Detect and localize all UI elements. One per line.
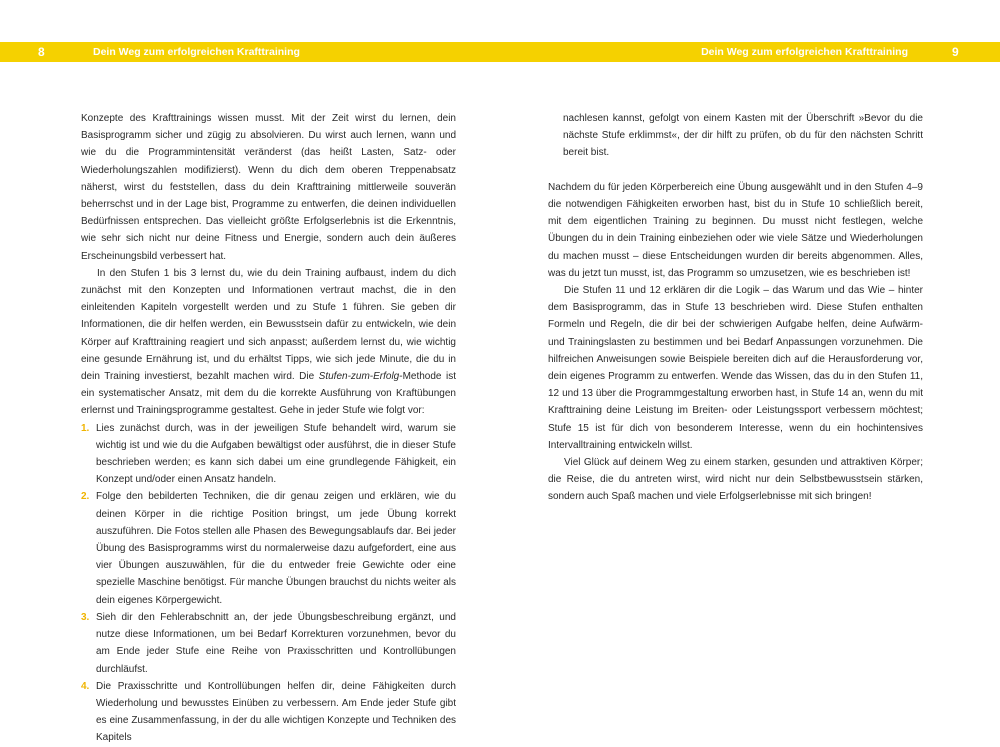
left-paragraph-2 [81,265,456,420]
right-continuation: nachlesen kannst, gefolgt von einem Kasten mit der Überschrift »Bevor du die nächste Stufe erklimmst«, der dir hilft zu prüfen, ob du für den nächsten Schritt bereit bist. [563,113,923,159]
right-paragraph-2: Die Stufen 11 und 12 erklären dir die Logik – das Warum und das Wie – hinter dem Basisprogramm, das in Stufe 13 beschrieben wird. Diese Stufen enthalten Formeln und Regeln, die dir bei der schwierigen Aufgabe helfen, deine Aufwärm- und Trainingslasten zu bestimmen und bei Bedarf Anpassungen vorzunehmen. Die hilfreichen Anweisungen sowie Beispiele bereiten dich auf die Herausforderung vor, dein eigenes Programm zu entwerfen. Wende das Wissen, das du in den Stufen 11, 12 und 13 über die Programmgestaltung erworben hast, in Stufe 14 an, wenn du mit Krafttraining deine Leistung im Breiten- oder Leistungssport verbessern möchtest; Stufe 15 ist für dich von besonderem Interesse, wenn du ein hochintensives Intervalltraining entwickeln willst. [548,285,923,451]
right-running-title: Dein Weg zum erfolgreichen Krafttraining [701,46,908,58]
left-page-number: 8 [38,45,45,59]
left-paragraph-2-text-b: -Methode ist ein systematischer Ansatz, mit dem du die korrekte Ausführung von Kraftübungen erlernst und Trainingsprogramme gestaltest. Gehe in jeder Stufe wie folgt vor: [81,371,456,417]
list-number: 1. [81,422,90,434]
list-item [81,609,456,678]
list-item [81,488,456,608]
right-page-number: 9 [952,45,959,59]
list-item-text: Folge den bebilderten Techniken, die dir genau zeigen und erklären, wie du deinen Körper in die richtige Position bringst, um jede Übung korrekt auszuführen. Die Fotos stellen alle Phasen des Bewegungsablaufs dar. Bei jeder Übung des Basisprogramms wirst du normalerweise dazu aufgefordert, eine aus vier Übungen auszuwählen, für die du entweder freie Gewichte oder eine spezielle Maschine benötigst. Für manche Übungen brauchst du nichts weiter als dein eigenes Körpergewicht. [96,491,456,606]
list-item [81,420,456,489]
steps-list [81,420,456,747]
method-name: Stufen-zum-Erfolg [318,371,400,383]
right-paragraph-3: Viel Glück auf deinem Weg zu einem starken, gesunden und attraktiven Körper; die Reise, die du antreten wirst, wird nicht nur dein Selbstbewusstsein stärken, sondern auch Spaß machen und viele Erfolgserlebnisse mit sich bringen! [548,457,923,503]
left-running-title: Dein Weg zum erfolgreichen Krafttraining [93,46,300,58]
list-number: 4. [81,680,90,692]
list-item-text: Sieh dir den Fehlerabschnitt an, der jede Übungsbeschreibung ergänzt, und nutze diese Informationen, um bei Bedarf Korrekturen vorzunehmen, bevor du am Ende jeder Stufe eine Reihe von Praxisschritten und Kontrollübungen durchläufst. [96,611,456,675]
right-column [548,110,923,506]
list-item [81,678,456,747]
list-item-text: Die Praxisschritte und Kontrollübungen helfen dir, deine Fähigkeiten durch Wiederholung und bewusstes Einüben zu verbessern. Am Ende jeder Stufe gibt es eine Zusammenfassung, in der du alle wichtigen Konzepte und Techniken des Kapitels [96,680,456,744]
list-number: 2. [81,491,90,503]
left-paragraph-2-text-a: In den Stufen 1 bis 3 lernst du, wie du dein Training aufbaust, indem du dich zunächst mit den Konzepten und Informationen vertraut machst, die in den einleitenden Kapiteln vorgestellt werden und zu Stufe 1 führen. Sie geben dir Informationen, die dir helfen werden, ein Bewusstsein dafür zu entwickeln, wie dein Körper auf Krafttraining reagiert und sich anpasst; außerdem lernst du, wie wichtig eine gesunde Ernährung ist, und du erhältst Tipps, wie sich jede Minute, die du in dein Training investierst, bezahlt machen wird. Die [81,267,456,383]
left-column [81,110,456,747]
left-paragraph-1: Konzepte des Krafttrainings wissen musst. Mit der Zeit wirst du lernen, dein Basisprogramm sicher und zügig zu absolvieren. Du wirst auch lernen, wann und wie du die Programmintensität veränderst (das heißt Lasten, Satz- oder Wiederholungszahlen modifizierst). Wenn du dich dem oberen Treppenabsatz näherst, wirst du feststellen, dass du dein Krafttraining mittlerweile souverän beherrschst und in der Lage bist, Programme zu entwerfen, die deinen individuellen Bedürfnissen entsprechen. Das vielleicht größte Erfolgserlebnis ist die Erkenntnis, wie sehr sich nicht nur deine Fitness und Energie, sondern auch dein äußeres Erscheinungsbild verbessert hat. [81,113,456,262]
list-item-text: Lies zunächst durch, was in der jeweiligen Stufe behandelt wird, warum sie wichtig ist und wie du die Aufgaben bewältigst oder ausführst, die in dieser Stufe beschrieben werden; es kann sich dabei um eine grundlegende Fähigkeit, ein Konzept und/oder einen Ansatz handeln. [96,422,456,486]
right-paragraph-1: Nachdem du für jeden Körperbereich eine Übung ausgewählt und in den Stufen 4–9 die notwendigen Fähigkeiten erworben hast, bist du in Stufe 10 schließlich bereit, mit dem eigentlichen Training zu beginnen. Du musst nicht festlegen, welche Übungen du in dein Training einbeziehen oder wie viele Sätze und Wiederholungen du machen musst – diese Entscheidungen wurden dir bereits abgenommen. Alles, was du jetzt tun musst, ist, das Programm so umzusetzen, wie es beschrieben ist! [548,181,923,279]
paragraph-gap [548,162,923,179]
list-number: 3. [81,611,90,623]
